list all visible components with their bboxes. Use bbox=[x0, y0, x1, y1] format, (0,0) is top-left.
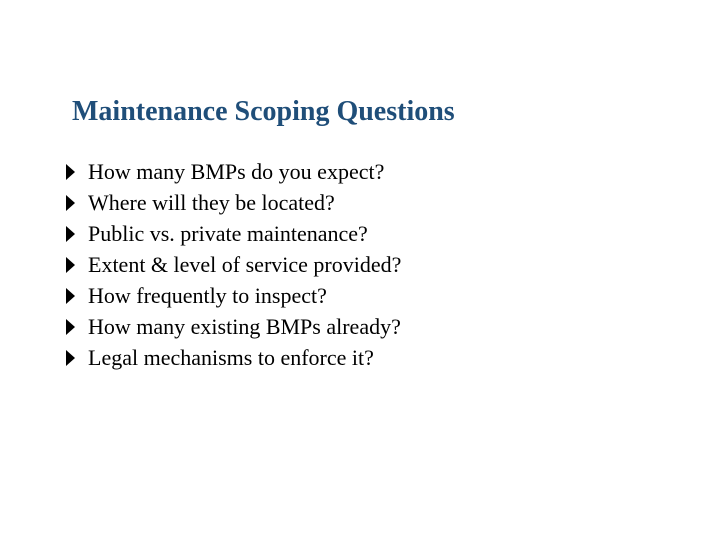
bullet-item bbox=[66, 311, 401, 342]
bullet-item bbox=[66, 187, 401, 218]
triangle-right-icon bbox=[66, 288, 75, 304]
triangle-right-icon bbox=[66, 195, 75, 211]
triangle-right-icon bbox=[66, 226, 75, 242]
bullet-text: How many existing BMPs already? bbox=[88, 313, 401, 339]
triangle-right-icon bbox=[66, 319, 75, 335]
bullet-item bbox=[66, 249, 401, 280]
bullet-text: Where will they be located? bbox=[88, 189, 335, 215]
bullet-text: How many BMPs do you expect? bbox=[88, 158, 385, 184]
bullet-text: Extent & level of service provided? bbox=[88, 251, 402, 277]
triangle-right-icon bbox=[66, 257, 75, 273]
bullet-text: How frequently to inspect? bbox=[88, 282, 327, 308]
bullet-item bbox=[66, 280, 401, 311]
bullet-text: Legal mechanisms to enforce it? bbox=[88, 344, 374, 370]
slide-title: Maintenance Scoping Questions bbox=[72, 96, 455, 127]
bullet-text: Public vs. private maintenance? bbox=[88, 220, 368, 246]
triangle-right-icon bbox=[66, 350, 75, 366]
bullet-item bbox=[66, 218, 401, 249]
bullet-list bbox=[66, 156, 401, 373]
bullet-item bbox=[66, 342, 401, 373]
bullet-item bbox=[66, 156, 401, 187]
triangle-right-icon bbox=[66, 164, 75, 180]
